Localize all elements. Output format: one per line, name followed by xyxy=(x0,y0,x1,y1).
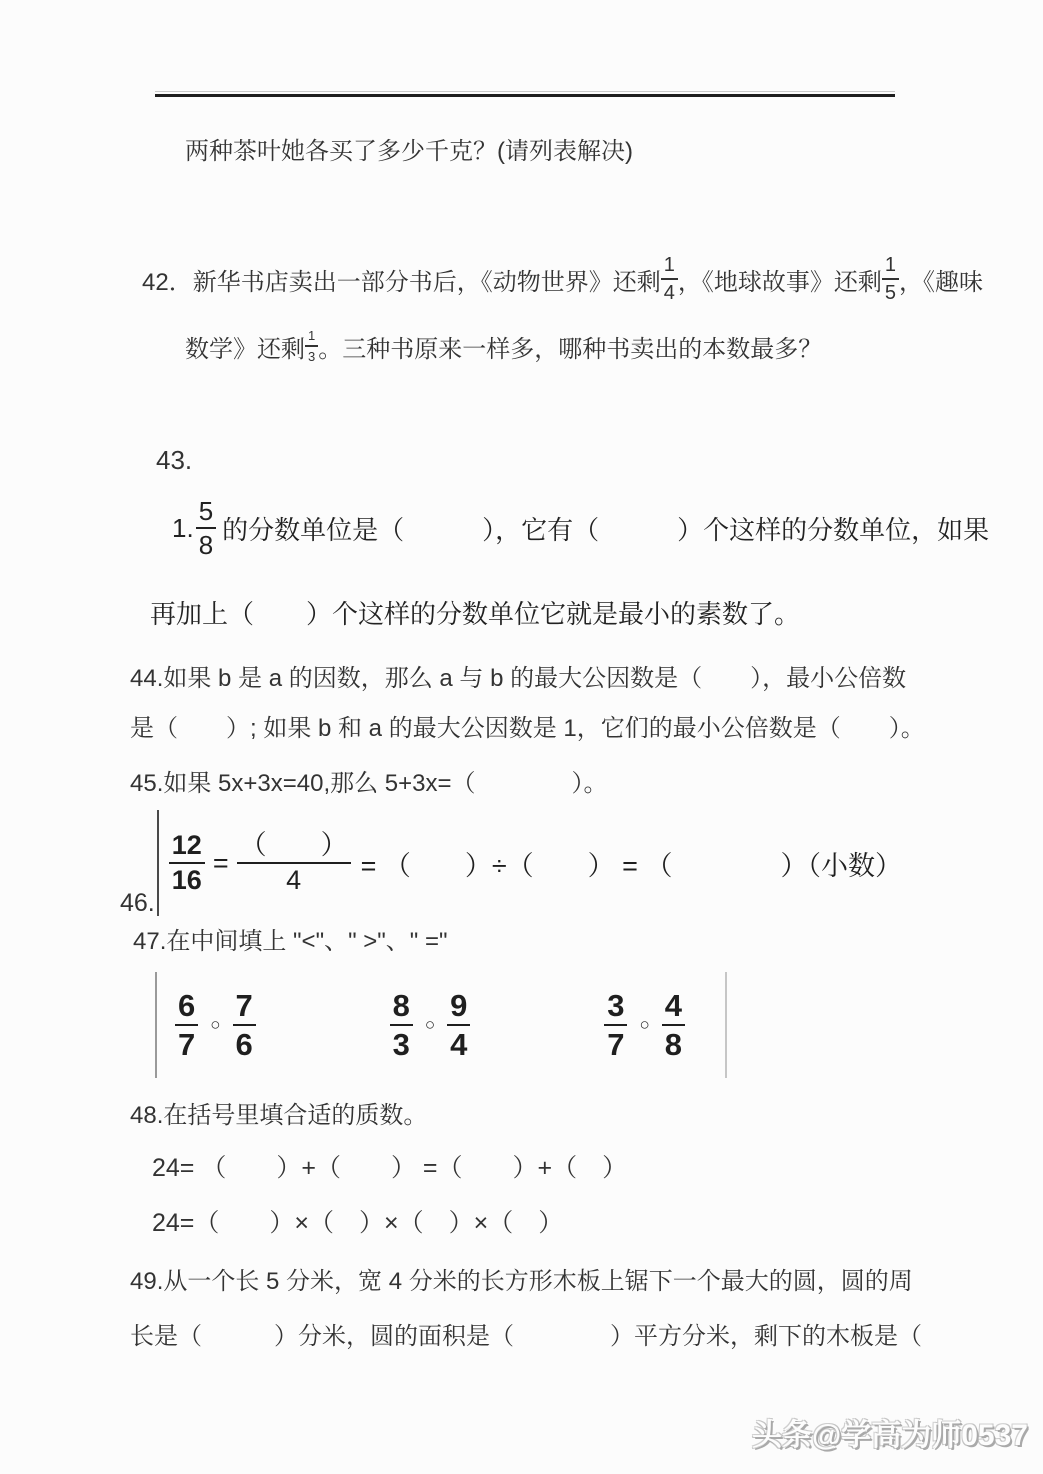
question-43-line-2: 再加上（ ）个这样的分数单位它就是最小的素数了。 xyxy=(150,599,801,629)
fraction-1-4: $\frac{1}{4}$ xyxy=(661,255,678,303)
comparison-group-1 xyxy=(175,990,256,1060)
fraction-4-8: $\frac{4}{8}$ xyxy=(662,990,685,1060)
watermark: 头条@学高为师0537 xyxy=(752,1419,1028,1452)
compare-circle-3: ○ xyxy=(639,1015,650,1034)
question-49-line-2: 长是（ ）分米，圆的面积是（ ）平方分米，剩下的木板是（ xyxy=(130,1323,922,1350)
fraction-12-16: $\frac{12}{16}$ xyxy=(169,832,205,894)
fraction-3-7: $\frac{3}{7}$ xyxy=(604,990,627,1060)
q42-text-1: 42．新华书店卖出一部分书后，《动物世界》还剩 xyxy=(142,268,661,296)
question-44-line-1: 44.如果 b 是 a 的因数，那么 a 与 b 的最大公因数是（ ），最小公倍数 xyxy=(130,665,907,692)
fraction-6-7: $\frac{6}{7}$ xyxy=(175,990,198,1060)
question-48-equation-1: 24= （ ）+（ ） =（ ）+（ ） xyxy=(152,1154,628,1182)
q46-rest: = （ ）÷（ ） = （ ）（小数） xyxy=(360,850,902,881)
fraction-8-3: $\frac{8}{3}$ xyxy=(390,990,413,1060)
compare-circle-2: ○ xyxy=(424,1015,436,1034)
q42-line2-pre: 数学》还剩 xyxy=(185,335,305,363)
q42-text-2: ，《地球故事》还剩 xyxy=(677,268,882,296)
question-45-line: 45.如果 5x+3x=40,那么 5+3x=（ ）。 xyxy=(130,770,608,797)
fraction-7-6: $\frac{7}{6}$ xyxy=(233,990,256,1060)
question-46-label: 46. xyxy=(120,889,155,917)
compare-circle-1: ○ xyxy=(210,1015,221,1034)
q46-equals-1: = xyxy=(212,847,229,878)
question-43-label: 43. xyxy=(156,445,193,475)
question-42-line-2 xyxy=(185,320,822,372)
q42-text-3: ，《趣味 xyxy=(898,268,983,296)
question-48-equation-2: 24=（ ）×（ ）×（ ）×（ ） xyxy=(152,1209,564,1237)
question-42-line-1 xyxy=(142,243,983,315)
q42-line2-post: 。三种书原来一样多，哪种书卖出的本数最多？ xyxy=(318,335,823,363)
fraction-9-4: $\frac{9}{4}$ xyxy=(447,990,470,1060)
comparison-group-2 xyxy=(390,990,471,1060)
question-43-line-1 xyxy=(172,482,989,574)
fraction-1-3: $\frac{1}{3}$ xyxy=(305,329,318,363)
top-rule xyxy=(155,94,895,97)
question-49-line-1: 49.从一个长 5 分米，宽 4 分米的长方形木板上锯下一个最大的圆，圆的周 xyxy=(130,1268,913,1295)
question-47-line: 47.在中间填上 "<"、" >"、" =" xyxy=(133,928,448,955)
fraction-blank-over-4: $\frac{( )}{4}$ xyxy=(237,832,351,894)
q46-vertical-line xyxy=(157,810,159,916)
question-48-line: 48.在括号里填合适的质数。 xyxy=(130,1102,428,1129)
comparison-group-3 xyxy=(604,990,685,1060)
question-47-figure xyxy=(155,972,727,1078)
intro-line: 两种茶叶她各买了多少千克？(请列表解决) xyxy=(185,138,633,165)
fraction-5-8: $\frac{5}{8}$ xyxy=(196,498,216,558)
question-46-equation xyxy=(120,810,902,916)
q43-line1-text: 的分数单位是（ ），它有（ ）个这样的分数单位，如果 xyxy=(222,514,990,545)
top-rule-light xyxy=(155,91,895,92)
fraction-1-5: $\frac{1}{5}$ xyxy=(882,255,899,303)
q43-item-prefix: 1. xyxy=(172,512,194,543)
question-44-line-2: 是（ ）; 如果 b 和 a 的最大公因数是 1，它们的最小公倍数是（ ）。 xyxy=(130,715,925,742)
